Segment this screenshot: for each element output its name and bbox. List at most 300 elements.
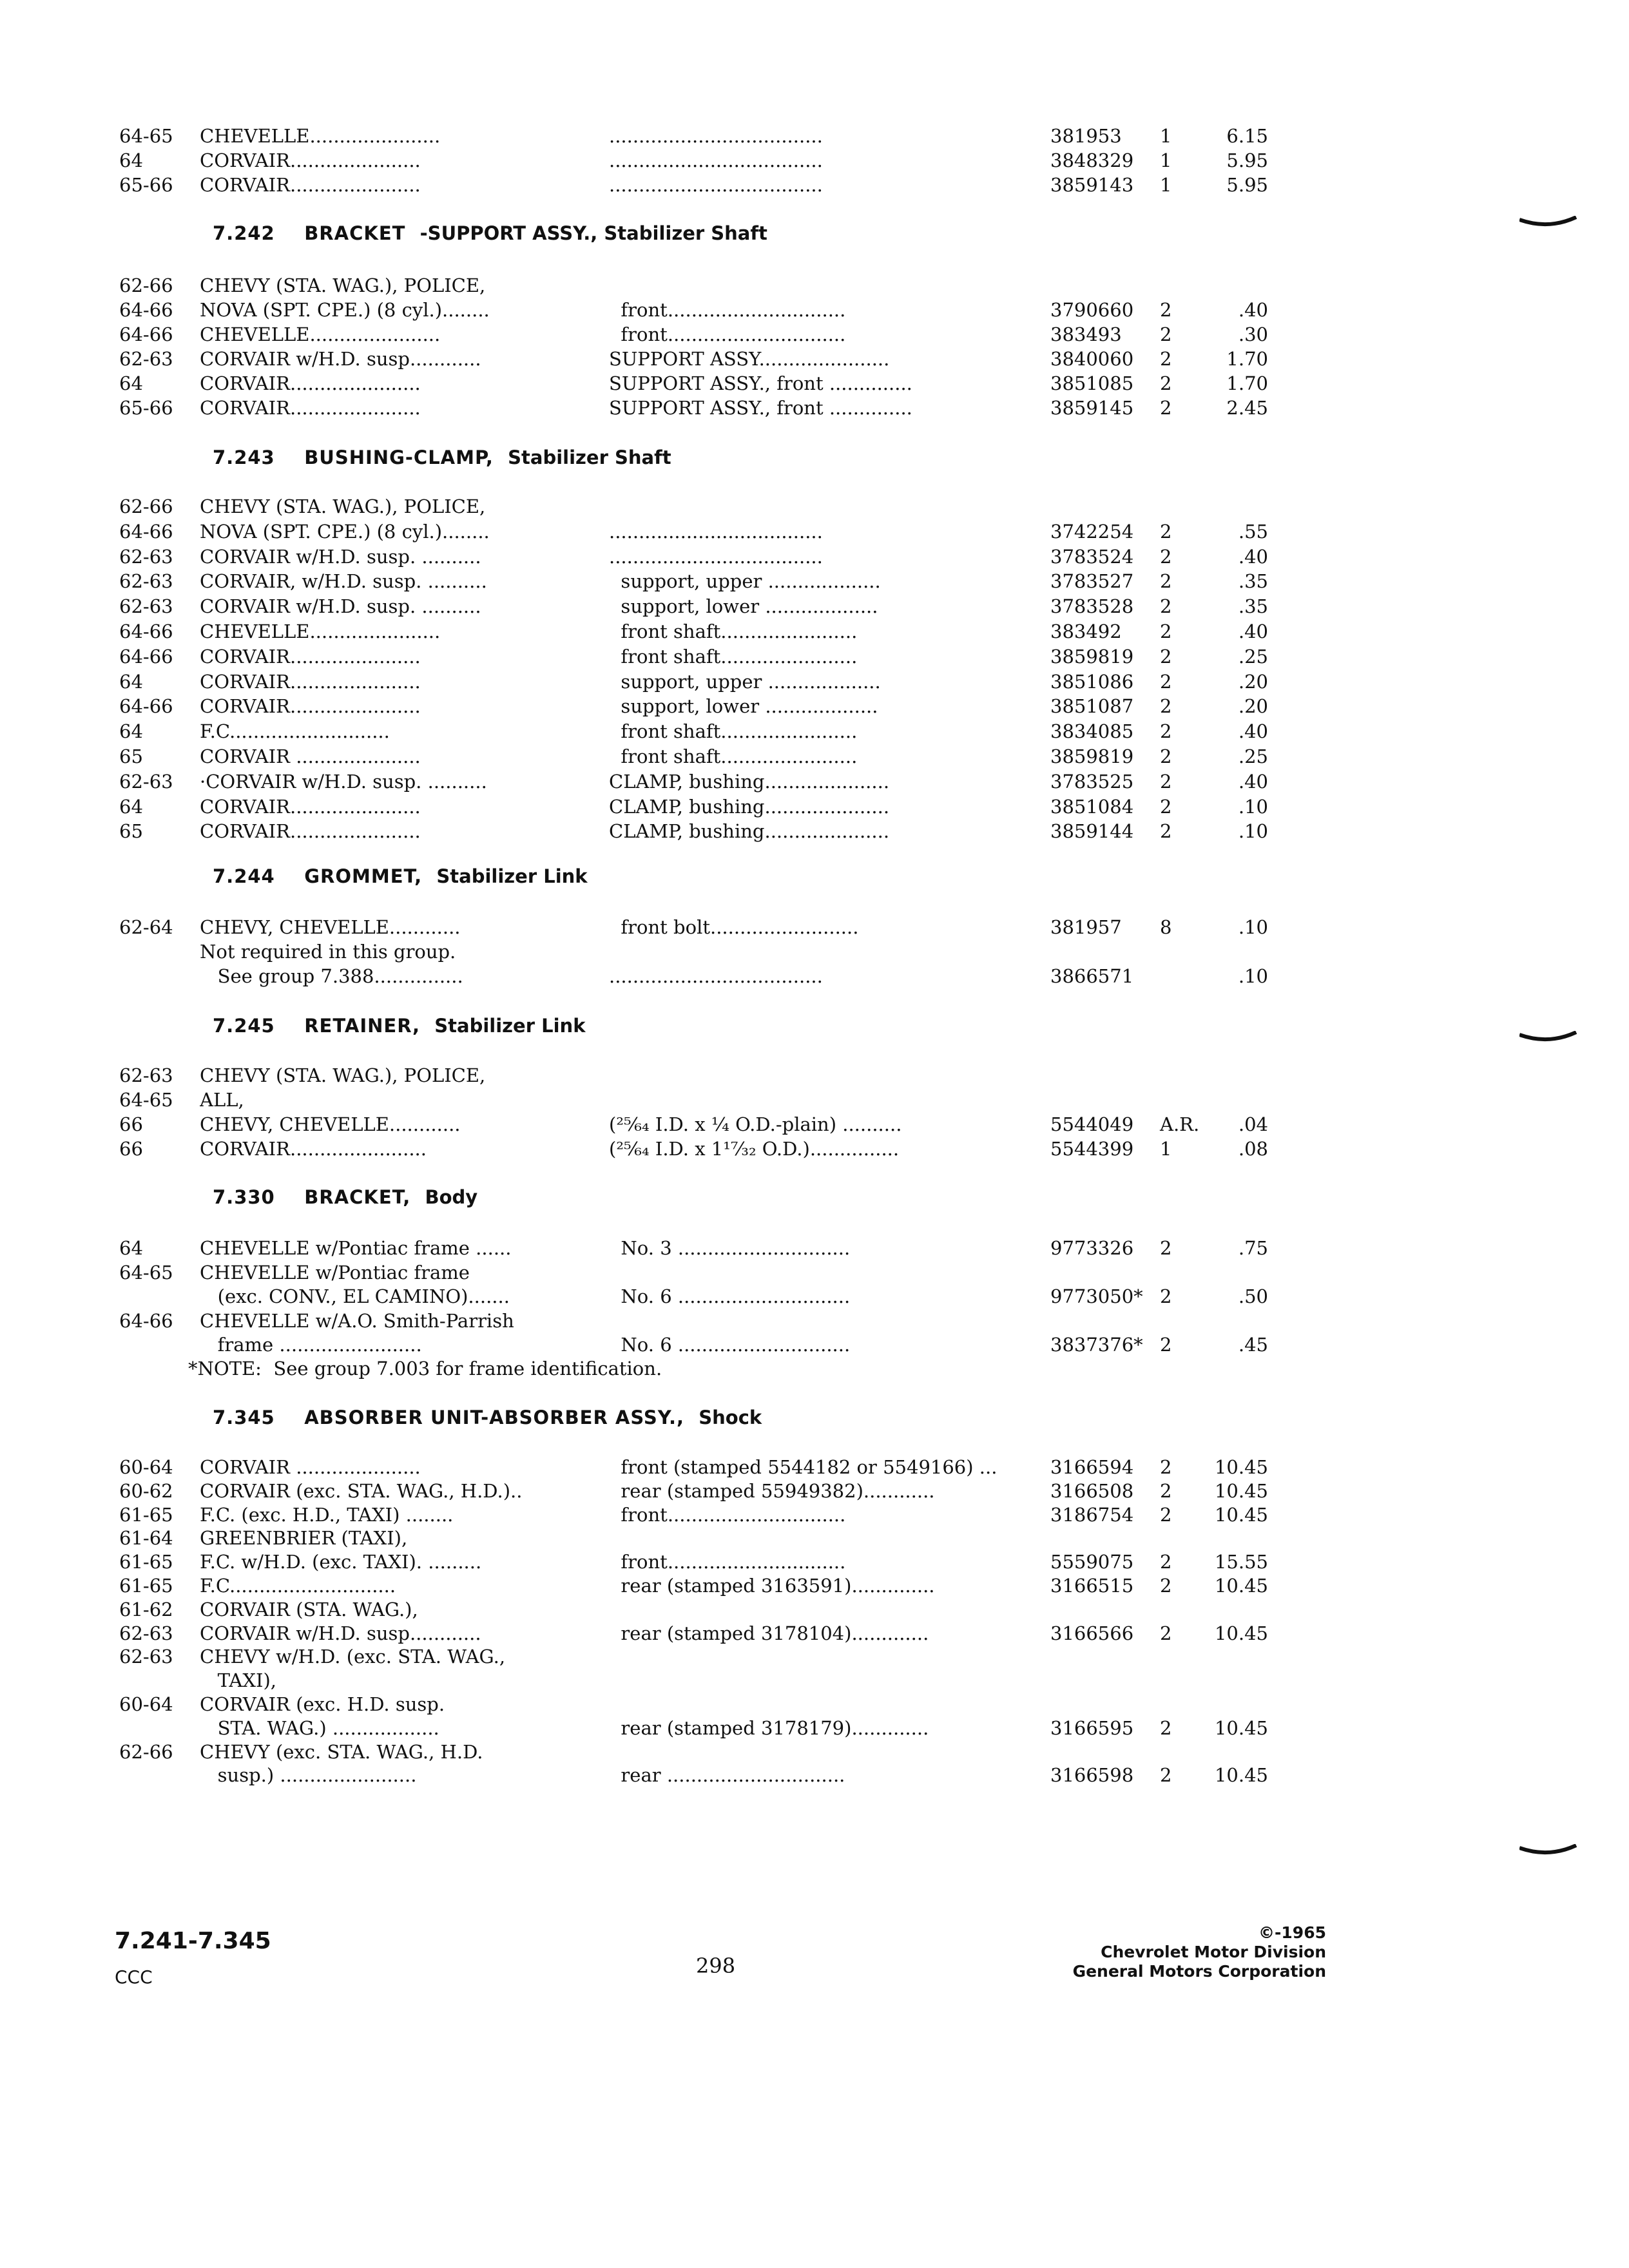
price: .10 xyxy=(1238,965,1268,987)
model-name: CHEVELLE w/Pontiac frame xyxy=(200,1261,470,1283)
model-name: GREENBRIER (TAXI), xyxy=(200,1527,408,1550)
quantity: 2 xyxy=(1160,695,1172,718)
year-range: 61-65 xyxy=(119,1575,173,1597)
year-range: 62-63 xyxy=(119,770,173,793)
footer-ccc: CCC xyxy=(115,1966,153,1988)
part-description: SUPPORT ASSY., front .............. xyxy=(609,372,912,394)
part-number: 383493 xyxy=(1050,323,1122,345)
part-number: 3866571 xyxy=(1050,965,1134,987)
part-number: 3851086 xyxy=(1050,670,1134,693)
year-range: 62-63 xyxy=(119,595,173,618)
parts-row xyxy=(0,1597,1629,1622)
year-range: 64 xyxy=(119,670,143,693)
parts-row xyxy=(0,1112,1629,1137)
parts-row xyxy=(0,1763,1629,1787)
part-number: 3783527 xyxy=(1050,570,1134,593)
part-number: 383492 xyxy=(1050,620,1122,642)
group-heading xyxy=(213,863,588,889)
parts-row xyxy=(0,1573,1629,1598)
price: .35 xyxy=(1238,595,1268,618)
model-name: F.C............................ xyxy=(200,1575,396,1597)
part-number: 3859819 xyxy=(1050,645,1134,668)
quantity: 2 xyxy=(1160,520,1172,543)
part-description: No. 6 ............................. xyxy=(609,1285,851,1307)
parts-row xyxy=(0,1621,1629,1646)
price: 10.45 xyxy=(1214,1503,1268,1526)
model-name: CORVAIR w/H.D. susp............ xyxy=(200,348,481,370)
price: .30 xyxy=(1238,323,1268,345)
model-name: CORVAIR w/H.D. susp............ xyxy=(200,1622,481,1644)
part-description: support, lower ................... xyxy=(609,595,878,618)
parts-row xyxy=(0,1309,1629,1333)
group-subtitle: Shock xyxy=(699,1407,762,1428)
quantity: 2 xyxy=(1160,1456,1172,1478)
group-subtitle: Stabilizer Shaft xyxy=(508,447,671,468)
price: .40 xyxy=(1238,620,1268,642)
year-range: 64-66 xyxy=(119,520,173,543)
footnote-text: *NOTE: See group 7.003 for frame identification. xyxy=(188,1358,662,1379)
price: .50 xyxy=(1238,1285,1268,1307)
group-number: 7.330 xyxy=(213,1186,275,1208)
part-description: .................................... xyxy=(609,545,823,568)
model-name: CORVAIR...................... xyxy=(200,795,421,818)
price: .25 xyxy=(1238,745,1268,767)
quantity: 2 xyxy=(1160,1503,1172,1526)
model-name: ·CORVAIR w/H.D. susp. .......... xyxy=(200,770,487,793)
model-name: CHEVY (exc. STA. WAG., H.D. xyxy=(200,1740,483,1763)
part-number: 3851084 xyxy=(1050,795,1134,818)
parts-row xyxy=(0,347,1629,371)
part-number: 9773050* xyxy=(1050,1285,1143,1307)
year-range: 64 xyxy=(119,372,143,394)
year-range: 62-63 xyxy=(119,1622,173,1644)
year-range: 64-66 xyxy=(119,323,173,345)
part-description: front.............................. xyxy=(609,299,846,321)
parts-row xyxy=(0,1479,1629,1503)
year-range: 60-64 xyxy=(119,1693,173,1715)
page-number: 298 xyxy=(696,1954,736,1978)
group-number: 7.245 xyxy=(213,1015,275,1037)
part-number: 3790660 xyxy=(1050,299,1134,321)
quantity: 2 xyxy=(1160,299,1172,321)
parts-row xyxy=(0,298,1629,322)
parts-row xyxy=(0,915,1629,939)
year-range: 66 xyxy=(119,1138,143,1160)
quantity: 2 xyxy=(1160,645,1172,668)
quantity: A.R. xyxy=(1160,1113,1200,1135)
quantity: 8 xyxy=(1160,916,1172,938)
part-number: 3166508 xyxy=(1050,1479,1134,1502)
quantity: 2 xyxy=(1160,545,1172,568)
year-range: 61-64 xyxy=(119,1527,173,1550)
year-range: 66 xyxy=(119,1113,143,1135)
price: 6.15 xyxy=(1226,125,1268,147)
year-range: 62-63 xyxy=(119,1064,173,1086)
parts-row xyxy=(0,644,1629,669)
year-range: 60-62 xyxy=(119,1479,173,1502)
group-name: RETAINER, xyxy=(304,1015,421,1037)
year-range: 64-65 xyxy=(119,125,173,147)
parts-row xyxy=(0,273,1629,298)
model-name: CORVAIR (STA. WAG.), xyxy=(200,1598,418,1620)
quantity: 2 xyxy=(1160,372,1172,394)
year-range: 64-66 xyxy=(119,1309,173,1332)
parts-row xyxy=(0,619,1629,644)
part-description: rear (stamped 55949382)............ xyxy=(609,1479,935,1502)
price: 5.95 xyxy=(1226,149,1268,171)
year-range: 62-63 xyxy=(119,545,173,568)
model-name: TAXI), xyxy=(200,1669,276,1692)
year-range: 62-63 xyxy=(119,570,173,593)
quantity: 1 xyxy=(1160,174,1172,196)
part-number: 9773326 xyxy=(1050,1237,1134,1259)
parts-row xyxy=(0,148,1629,173)
year-range: 64 xyxy=(119,795,143,818)
parts-row xyxy=(0,1644,1629,1669)
part-description: rear (stamped 3163591).............. xyxy=(609,1575,935,1597)
group-heading xyxy=(213,1013,585,1039)
parts-row xyxy=(0,494,1629,519)
price: .08 xyxy=(1238,1138,1268,1160)
model-name: CHEVY w/H.D. (exc. STA. WAG., xyxy=(200,1646,506,1668)
price: .45 xyxy=(1238,1334,1268,1356)
price: 10.45 xyxy=(1214,1764,1268,1787)
model-name: CHEVELLE...................... xyxy=(200,620,441,642)
quantity: 2 xyxy=(1160,720,1172,743)
price: .35 xyxy=(1238,570,1268,593)
part-number: 3848329 xyxy=(1050,149,1134,171)
part-number: 3859143 xyxy=(1050,174,1134,196)
price: 10.45 xyxy=(1214,1622,1268,1644)
group-number: 7.243 xyxy=(213,447,275,468)
parts-row xyxy=(0,1503,1629,1527)
model-name: CORVAIR...................... xyxy=(200,174,421,196)
year-range: 60-64 xyxy=(119,1456,173,1478)
model-name: CHEVY (STA. WAG.), POLICE, xyxy=(200,1064,486,1086)
part-description: .................................... xyxy=(609,125,823,147)
part-number: 3834085 xyxy=(1050,720,1134,743)
parts-row xyxy=(0,322,1629,347)
footnote xyxy=(0,1356,1629,1381)
price: .40 xyxy=(1238,720,1268,743)
price: 5.95 xyxy=(1226,174,1268,196)
quantity: 2 xyxy=(1160,1334,1172,1356)
part-description: support, upper ................... xyxy=(609,570,881,593)
parts-row xyxy=(0,1455,1629,1479)
quantity: 2 xyxy=(1160,1285,1172,1307)
model-name: CORVAIR ..................... xyxy=(200,745,421,767)
price: .10 xyxy=(1238,795,1268,818)
part-description: front shaft....................... xyxy=(609,645,858,668)
model-name: CHEVELLE w/Pontiac frame ...... xyxy=(200,1237,512,1259)
model-name: CORVAIR...................... xyxy=(200,670,421,693)
parts-row xyxy=(0,1716,1629,1740)
model-name: CORVAIR....................... xyxy=(200,1138,427,1160)
quantity: 2 xyxy=(1160,795,1172,818)
parts-row xyxy=(0,1088,1629,1112)
year-range: 64 xyxy=(119,149,143,171)
price: .40 xyxy=(1238,770,1268,793)
price: 10.45 xyxy=(1214,1575,1268,1597)
model-name: CORVAIR...................... xyxy=(200,372,421,394)
quantity: 2 xyxy=(1160,397,1172,419)
year-range: 64-65 xyxy=(119,1089,173,1111)
part-description: front bolt......................... xyxy=(609,916,859,938)
margin-tick-mark xyxy=(1519,1844,1577,1863)
price: .20 xyxy=(1238,695,1268,718)
group-heading xyxy=(213,1184,477,1210)
year-range: 62-66 xyxy=(119,1740,173,1763)
model-name: CORVAIR, w/H.D. susp. .......... xyxy=(200,570,487,593)
quantity: 2 xyxy=(1160,770,1172,793)
parts-row xyxy=(0,594,1629,619)
quantity: 2 xyxy=(1160,570,1172,593)
parts-row xyxy=(0,1692,1629,1716)
quantity: 2 xyxy=(1160,670,1172,693)
quantity: 2 xyxy=(1160,1575,1172,1597)
part-description: front.............................. xyxy=(609,1551,846,1573)
part-description: SUPPORT ASSY., front .............. xyxy=(609,397,912,419)
model-name: F.C. w/H.D. (exc. TAXI). ......... xyxy=(200,1551,482,1573)
part-number: 3783524 xyxy=(1050,545,1134,568)
model-name: CHEVELLE w/A.O. Smith-Parrish xyxy=(200,1309,514,1332)
group-number: 7.345 xyxy=(213,1407,275,1428)
part-description: (²⁵⁄₆₄ I.D. x 1¹⁷⁄₃₂ O.D.)............... xyxy=(609,1138,900,1160)
year-range: 64 xyxy=(119,720,143,743)
group-number: 7.244 xyxy=(213,865,275,887)
year-range: 62-66 xyxy=(119,274,173,296)
part-description: .................................... xyxy=(609,520,823,543)
parts-row xyxy=(0,719,1629,744)
group-name: BRACKET, xyxy=(304,1186,411,1208)
quantity: 2 xyxy=(1160,1551,1172,1573)
price: .10 xyxy=(1238,916,1268,938)
group-heading xyxy=(213,445,671,470)
parts-row xyxy=(0,124,1629,148)
price: .10 xyxy=(1238,820,1268,843)
part-description: (²⁵⁄₆₄ I.D. x ¼ O.D.-plain) .......... xyxy=(609,1113,902,1135)
group-number: 7.242 xyxy=(213,222,275,244)
quantity: 2 xyxy=(1160,1716,1172,1739)
parts-row xyxy=(0,1332,1629,1357)
part-number: 3859145 xyxy=(1050,397,1134,419)
year-range: 62-63 xyxy=(119,1646,173,1668)
model-name: CHEVY, CHEVELLE............ xyxy=(200,1113,461,1135)
model-name: CORVAIR...................... xyxy=(200,820,421,843)
quantity: 1 xyxy=(1160,149,1172,171)
parts-row xyxy=(0,794,1629,819)
parts-row xyxy=(0,1550,1629,1574)
quantity: 1 xyxy=(1160,1138,1172,1160)
price: .04 xyxy=(1238,1113,1268,1135)
year-range: 62-63 xyxy=(119,348,173,370)
model-name: CORVAIR...................... xyxy=(200,645,421,668)
year-range: 65-66 xyxy=(119,397,173,419)
footer-copyright: ©-1965 xyxy=(1258,1923,1326,1942)
price: .55 xyxy=(1238,520,1268,543)
part-description: front.............................. xyxy=(609,1503,846,1526)
parts-row xyxy=(0,1236,1629,1260)
part-description: .................................... xyxy=(609,149,823,171)
quantity: 2 xyxy=(1160,1479,1172,1502)
part-number: 5544399 xyxy=(1050,1138,1134,1160)
part-number: 3783528 xyxy=(1050,595,1134,618)
model-name: CHEVELLE...................... xyxy=(200,323,441,345)
group-name: ABSORBER UNIT-ABSORBER ASSY., xyxy=(304,1407,685,1428)
part-description: .................................... xyxy=(609,965,823,987)
year-range: 61-62 xyxy=(119,1598,173,1620)
parts-row xyxy=(0,371,1629,396)
year-range: 65 xyxy=(119,745,143,767)
model-name: CORVAIR w/H.D. susp. .......... xyxy=(200,595,481,618)
model-name: CHEVY, CHEVELLE............ xyxy=(200,916,461,938)
parts-row xyxy=(0,396,1629,420)
parts-row xyxy=(0,694,1629,718)
parts-row xyxy=(0,1063,1629,1088)
part-description: rear .............................. xyxy=(609,1764,845,1787)
price: .20 xyxy=(1238,670,1268,693)
price: 10.45 xyxy=(1214,1479,1268,1502)
footer-corporation: General Motors Corporation xyxy=(1072,1962,1326,1981)
quantity: 2 xyxy=(1160,745,1172,767)
model-name: CORVAIR (exc. H.D. susp. xyxy=(200,1693,445,1715)
part-number: 3742254 xyxy=(1050,520,1134,543)
price: 1.70 xyxy=(1226,372,1268,394)
parts-row xyxy=(0,1740,1629,1764)
parts-row xyxy=(0,1260,1629,1285)
price: .75 xyxy=(1238,1237,1268,1259)
part-description: support, lower ................... xyxy=(609,695,878,718)
model-name: frame ........................ xyxy=(200,1334,422,1356)
parts-row xyxy=(0,769,1629,794)
parts-row xyxy=(0,569,1629,593)
year-range: 64-66 xyxy=(119,299,173,321)
parts-row xyxy=(0,744,1629,769)
part-number: 3186754 xyxy=(1050,1503,1134,1526)
price: 10.45 xyxy=(1214,1456,1268,1478)
group-heading xyxy=(213,1405,762,1430)
part-description: rear (stamped 3178179)............. xyxy=(609,1716,929,1739)
model-name: See group 7.388............... xyxy=(200,965,463,987)
quantity: 2 xyxy=(1160,1764,1172,1787)
part-number: 381953 xyxy=(1050,125,1122,147)
part-number: 3840060 xyxy=(1050,348,1134,370)
group-subtitle: -SUPPORT ASSY., Stabilizer Shaft xyxy=(419,222,767,244)
model-name: CORVAIR (exc. STA. WAG., H.D.).. xyxy=(200,1479,523,1502)
part-number: 5544049 xyxy=(1050,1113,1134,1135)
year-range: 65-66 xyxy=(119,174,173,196)
part-description: .................................... xyxy=(609,174,823,196)
part-number: 3166515 xyxy=(1050,1575,1134,1597)
parts-row xyxy=(0,1137,1629,1161)
part-number: 3859819 xyxy=(1050,745,1134,767)
group-name: GROMMET, xyxy=(304,865,423,887)
group-name: BRACKET xyxy=(304,222,406,244)
price: .40 xyxy=(1238,545,1268,568)
part-description: rear (stamped 3178104)............. xyxy=(609,1622,929,1644)
price: 10.45 xyxy=(1214,1716,1268,1739)
model-name: F.C........................... xyxy=(200,720,390,743)
parts-row xyxy=(0,964,1629,988)
model-name: STA. WAG.) .................. xyxy=(200,1716,439,1739)
part-number: 3851085 xyxy=(1050,372,1134,394)
part-number: 3783525 xyxy=(1050,770,1134,793)
price: 15.55 xyxy=(1214,1551,1268,1573)
footer-group-range: 7.241-7.345 xyxy=(115,1928,271,1954)
part-number: 381957 xyxy=(1050,916,1122,938)
quantity: 2 xyxy=(1160,348,1172,370)
part-description: SUPPORT ASSY...................... xyxy=(609,348,890,370)
part-description: CLAMP, bushing..................... xyxy=(609,770,890,793)
model-name: NOVA (SPT. CPE.) (8 cyl.)........ xyxy=(200,299,490,321)
parts-row xyxy=(0,544,1629,569)
footer-division: Chevrolet Motor Division xyxy=(1101,1943,1326,1961)
part-number: 3837376* xyxy=(1050,1334,1143,1356)
model-name: NOVA (SPT. CPE.) (8 cyl.)........ xyxy=(200,520,490,543)
margin-tick-mark xyxy=(1519,216,1577,235)
part-description: CLAMP, bushing..................... xyxy=(609,795,890,818)
year-range: 64 xyxy=(119,1237,143,1259)
part-description: front.............................. xyxy=(609,323,846,345)
year-range: 61-65 xyxy=(119,1503,173,1526)
year-range: 64-66 xyxy=(119,645,173,668)
year-range: 64-66 xyxy=(119,620,173,642)
parts-row xyxy=(0,669,1629,694)
parts-row xyxy=(0,1526,1629,1550)
part-number: 3166566 xyxy=(1050,1622,1134,1644)
part-description: front shaft....................... xyxy=(609,720,858,743)
part-number: 3166594 xyxy=(1050,1456,1134,1478)
part-number: 3166595 xyxy=(1050,1716,1134,1739)
model-name: CORVAIR...................... xyxy=(200,149,421,171)
model-name: ALL, xyxy=(200,1089,244,1111)
group-name: BUSHING-CLAMP, xyxy=(304,447,494,468)
year-range: 64-65 xyxy=(119,1261,173,1283)
part-number: 5559075 xyxy=(1050,1551,1134,1573)
quantity: 2 xyxy=(1160,1237,1172,1259)
model-name: CHEVY (STA. WAG.), POLICE, xyxy=(200,274,486,296)
part-number: 3851087 xyxy=(1050,695,1134,718)
year-range: 62-64 xyxy=(119,916,173,938)
model-name: CORVAIR w/H.D. susp. .......... xyxy=(200,545,481,568)
model-name: CHEVY (STA. WAG.), POLICE, xyxy=(200,495,486,517)
quantity: 2 xyxy=(1160,1622,1172,1644)
parts-row xyxy=(0,939,1629,964)
parts-row xyxy=(0,173,1629,197)
parts-row xyxy=(0,1284,1629,1309)
model-name: CORVAIR ..................... xyxy=(200,1456,421,1478)
quantity: 2 xyxy=(1160,323,1172,345)
part-description: No. 6 ............................. xyxy=(609,1334,851,1356)
model-name: susp.) ....................... xyxy=(200,1764,417,1787)
model-name: F.C. (exc. H.D., TAXI) ........ xyxy=(200,1503,454,1526)
group-subtitle: Body xyxy=(425,1186,478,1208)
parts-row xyxy=(0,1668,1629,1693)
group-subtitle: Stabilizer Link xyxy=(434,1015,586,1037)
group-subtitle: Stabilizer Link xyxy=(436,865,588,887)
part-description: CLAMP, bushing..................... xyxy=(609,820,890,843)
price: 1.70 xyxy=(1226,348,1268,370)
year-range: 64-66 xyxy=(119,695,173,718)
model-name: Not required in this group. xyxy=(200,941,456,963)
price: 2.45 xyxy=(1226,397,1268,419)
model-name: CHEVELLE...................... xyxy=(200,125,441,147)
part-number: 3859144 xyxy=(1050,820,1134,843)
group-heading xyxy=(213,220,767,246)
part-description: front (stamped 5544182 or 5549166) ... xyxy=(609,1456,998,1478)
quantity: 1 xyxy=(1160,125,1172,147)
price: .25 xyxy=(1238,645,1268,668)
